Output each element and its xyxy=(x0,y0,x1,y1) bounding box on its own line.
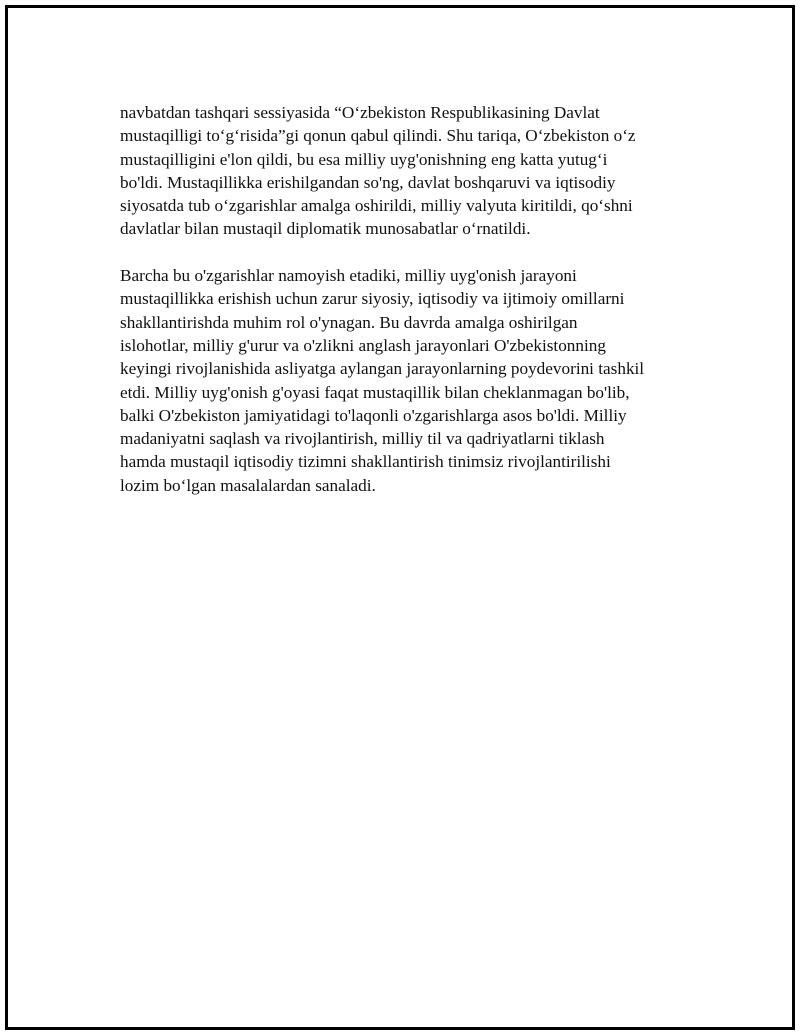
text-line: etdi. Milliy uyg'onish g'oyasi faqat mustaqillik bilan cheklanmagan bo'lib, xyxy=(120,382,630,402)
text-line: mustaqilligini e'lon qildi, bu esa milliy uyg'onishning eng katta yutug‘i xyxy=(120,149,608,169)
text-line: mustaqillikka erishish uchun zarur siyosiy, iqtisodiy va ijtimoiy omillarni xyxy=(120,289,625,309)
paragraph-1 xyxy=(120,101,700,241)
text-line: lozim bo‘lgan masalalardan sanaladi. xyxy=(120,475,376,495)
document-body xyxy=(120,101,700,497)
text-line: keyingi rivojlanishida asliyatga aylangan jarayonlarning poydevorini tashkil xyxy=(120,359,645,379)
paragraph-2 xyxy=(120,264,700,497)
text-line: siyosatda tub o‘zgarishlar amalga oshirildi, milliy valyuta kiritildi, qo‘shni xyxy=(120,196,633,216)
text-line: davlatlar bilan mustaqil diplomatik munosabatlar o‘rnatildi. xyxy=(120,219,531,239)
text-line: islohotlar, milliy g'urur va o'zlikni anglash jarayonlari O'zbekistonning xyxy=(120,335,606,355)
text-line: hamda mustaqil iqtisodiy tizimni shakllantirish tinimsiz rivojlantirilishi xyxy=(120,452,611,472)
text-line: shakllantirishda muhim rol o'ynagan. Bu davrda amalga oshirilgan xyxy=(120,312,578,332)
text-line: balki O'zbekiston jamiyatidagi to'laqonli o'zgarishlarga asos bo'ldi. Milliy xyxy=(120,405,627,425)
page-frame xyxy=(5,5,795,1030)
text-line: Barcha bu o'zgarishlar namoyish etadiki, milliy uyg'onish jarayoni xyxy=(120,266,577,286)
text-line: navbatdan tashqari sessiyasida “O‘zbekiston Respublikasining Davlat xyxy=(120,103,600,122)
text-line: mustaqilligi to‘g‘risida”gi qonun qabul qilindi. Shu tariqa, O‘zbekiston o‘z xyxy=(120,126,636,146)
text-line: bo'ldi. Mustaqillikka erishilgandan so'ng, davlat boshqaruvi va iqtisodiy xyxy=(120,172,616,192)
text-line: madaniyatni saqlash va rivojlantirish, milliy til va qadriyatlarni tiklash xyxy=(120,429,605,449)
